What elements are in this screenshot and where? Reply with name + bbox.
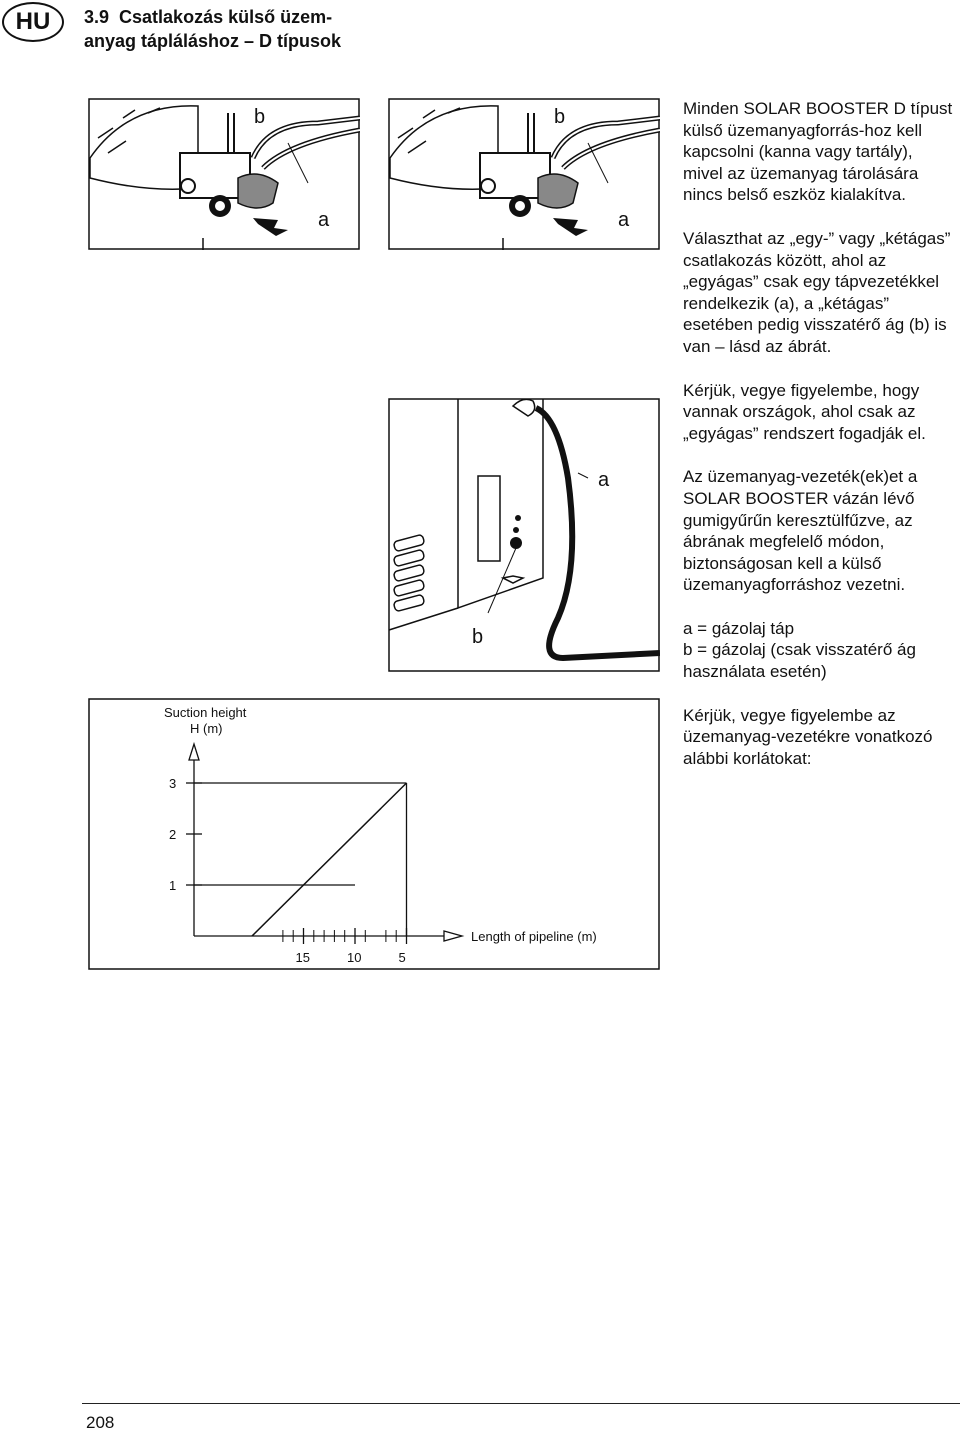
label-a: a	[598, 469, 610, 491]
paragraph-options: Választhat az „egy-” vagy „kétágas” csatlakozás között, ahol az „egyágas” csak egy tápvezetékkel rendelkezik (a), a „kétágas” esetében pedig visszatérő ág (b) is van – lásd az ábrát.	[683, 228, 951, 356]
figure-frame-fuel-line	[388, 398, 660, 672]
chart-x-tick-label: 15	[295, 950, 310, 965]
chart-series-line	[252, 783, 407, 936]
footer-rule	[82, 1403, 960, 1404]
chart-x-tick-label: 10	[347, 950, 362, 965]
legend-item-a: a = gázolaj táp	[683, 618, 795, 638]
chart-xlabel: Length of pipeline (m)	[471, 929, 597, 944]
section-number: 3.9	[84, 7, 110, 27]
label-b: b	[472, 626, 484, 648]
chart-y-arrow	[189, 744, 199, 760]
frame-drawing	[388, 398, 660, 672]
chart-x-arrow	[444, 931, 462, 941]
chart-y-tick-label: 2	[169, 827, 177, 842]
paragraph-limits: Kérjük, vegye figyelembe az üzemanyag-vezetékre vonatkozó alábbi korlátokat:	[683, 705, 933, 768]
label-b: b	[554, 106, 566, 128]
label-a: a	[318, 209, 330, 231]
paragraph-routing: Az üzemanyag-vezeték(ek)et a SOLAR BOOSTER vázán lévő gumigyűrűn keresztülfűzve, az ábrának megfelelő módon, biztonságosan kell a külső üzemanyagforráshoz vezetni.	[683, 467, 918, 595]
burner-pump-drawing-right	[388, 98, 660, 250]
section-title: Csatlakozás külső üzem-anyag tápláláshoz – D típusok	[84, 7, 342, 51]
figure-double-line-connection	[388, 98, 660, 250]
figure-suction-height-chart	[88, 698, 660, 970]
paragraph-countries: Kérjük, vegye figyelembe, hogy vannak országok, ahol csak az „egyágas” rendszert fogadják el.	[683, 380, 926, 443]
language-badge: HU	[2, 2, 64, 42]
legend-item-b: b = gázolaj (csak visszatérő ág használata esetén)	[683, 640, 916, 682]
chart-x-tick-label: 5	[398, 950, 406, 965]
chart-ylabel-line2: H (m)	[190, 721, 223, 736]
label-a: a	[618, 209, 630, 231]
legend	[683, 618, 955, 683]
suction-height-chart	[88, 698, 660, 970]
chart-y-tick-label: 3	[169, 776, 177, 791]
chart-ylabel-line1: Suction height	[164, 705, 247, 720]
page-number: 208	[86, 1413, 115, 1432]
instructions-column	[683, 98, 955, 791]
label-b: b	[254, 106, 266, 128]
section-heading	[84, 5, 384, 53]
burner-pump-drawing-left	[88, 98, 360, 250]
paragraph-intro: Minden SOLAR BOOSTER D típust külső üzemanyagforrás-hoz kell kapcsolni (kanna vagy tartály), mivel az üzemanyag tárolására nincs belső eszköz kialakítva.	[683, 99, 953, 205]
figure-single-line-connection	[88, 98, 360, 250]
chart-y-tick-label: 1	[169, 878, 177, 893]
